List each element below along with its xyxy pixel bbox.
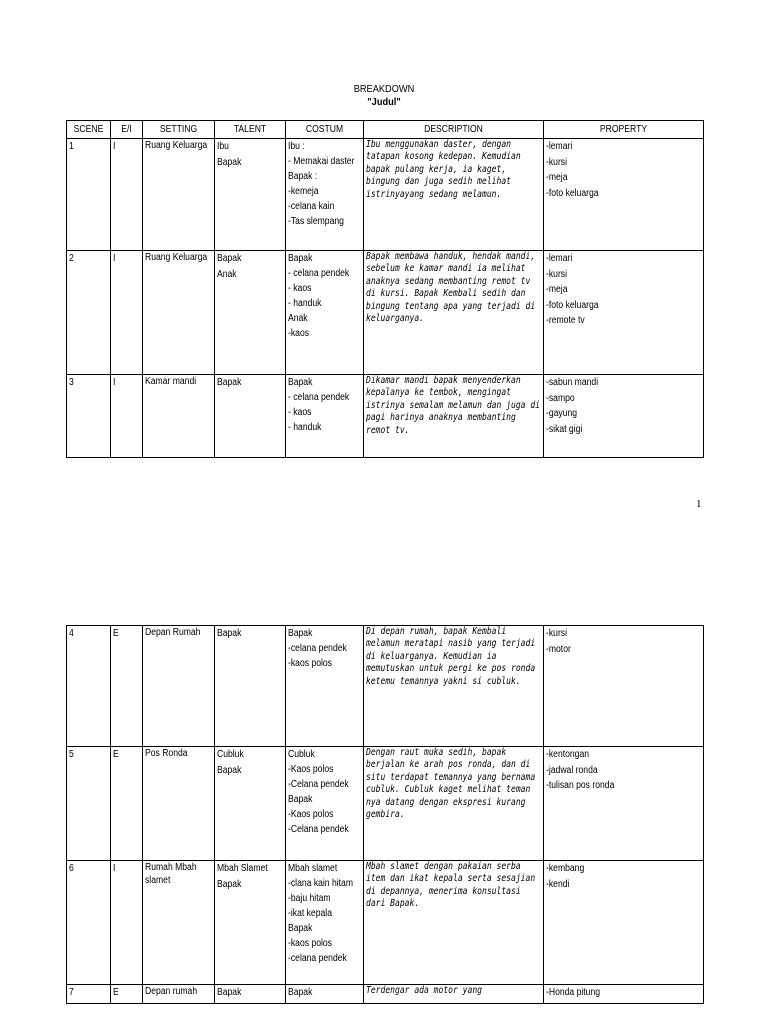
cell-costum: Ibu : - Memakai daster Bapak : -kemeja -celana kain -Tas slempang <box>286 139 364 251</box>
cell-property: -kembang -kendi <box>544 861 704 985</box>
cell-scene: 7 <box>67 985 111 1004</box>
cell-scene: 6 <box>67 861 111 985</box>
cell-talent: Bapak <box>215 375 286 458</box>
cell-scene: 5 <box>67 747 111 861</box>
cell-description: Bapak membawa handuk, hendak mandi, sebelum ke kamar mandi ia melihat anaknya sedang membanting remot tv di kursi. Bapak Kembali sedih dan bingung tentang apa yang terjadi di keluarganya. <box>364 251 544 375</box>
cell-scene: 2 <box>67 251 111 375</box>
cell-talent: Cubluk Bapak <box>215 747 286 861</box>
table-row <box>67 375 704 458</box>
cell-costum: Bapak <box>286 985 364 1004</box>
cell-setting: Depan rumah <box>143 985 215 1004</box>
header-property: PROPERTY <box>544 121 704 139</box>
table-header-row <box>67 121 704 139</box>
page-number: 1 <box>696 498 702 510</box>
cell-description: Terdengar ada motor yang <box>364 985 544 1004</box>
cell-ei: E <box>111 747 143 861</box>
document-title: BREAKDOWN <box>353 83 415 95</box>
cell-property: -kentongan -jadwal ronda -tulisan pos ronda <box>544 747 704 861</box>
cell-ei: I <box>111 375 143 458</box>
document-subtitle: "Judul" <box>367 96 401 108</box>
cell-property: -lemari -kursi -meja -foto keluarga <box>544 139 704 251</box>
cell-ei: E <box>111 985 143 1004</box>
breakdown-table-page-2 <box>66 625 704 1004</box>
cell-property: -Honda pitung <box>544 985 704 1004</box>
header-scene: SCENE <box>67 121 111 139</box>
table-row <box>67 626 704 747</box>
cell-description: Mbah slamet dengan pakaian serba item dan ikat kepala serta sesajian di depannya, menerima konsultasi dari Bapak. <box>364 861 544 985</box>
cell-setting: Kamar mandi <box>143 375 215 458</box>
header-description: DESCRIPTION <box>364 121 544 139</box>
cell-description: Ibu menggunakan daster, dengan tatapan kosong kedepan. Kemudian bapak pulang kerja, ia kaget, bingung dan juga sedih melihat istrinyayang sedang melamun. <box>364 139 544 251</box>
table-row <box>67 747 704 861</box>
cell-property: -kursi -motor <box>544 626 704 747</box>
cell-setting: Depan Rumah <box>143 626 215 747</box>
table-row <box>67 985 704 1004</box>
cell-costum: Bapak -celana pendek -kaos polos <box>286 626 364 747</box>
cell-ei: I <box>111 251 143 375</box>
breakdown-table-page-1 <box>66 120 704 458</box>
cell-costum: Mbah slamet -clana kain hitam -baju hitam -ikat kepala Bapak -kaos polos -celana pendek <box>286 861 364 985</box>
cell-costum: Bapak - celana pendek - kaos - handuk <box>286 375 364 458</box>
header-ei: E/I <box>111 121 143 139</box>
cell-description: Dikamar mandi bapak menyenderkan kepalanya ke tembok, mengingat istrinya semalam melamun dan juga di pagi harinya anaknya membanting remot tv. <box>364 375 544 458</box>
cell-scene: 1 <box>67 139 111 251</box>
table-row <box>67 861 704 985</box>
cell-talent: Bapak <box>215 985 286 1004</box>
header-setting: SETTING <box>143 121 215 139</box>
cell-property: -sabun mandi -sampo -gayung -sikat gigi <box>544 375 704 458</box>
cell-costum: Bapak - celana pendek - kaos - handuk Anak -kaos <box>286 251 364 375</box>
table-row <box>67 139 704 251</box>
cell-description: Dengan raut muka sedih, bapak berjalan ke arah pos ronda, dan di situ terdapat temannya yang bernama cubluk. Cubluk kaget melihat teman nya datang dengan ekspresi kurang gembira. <box>364 747 544 861</box>
cell-setting: Ruang Keluarga <box>143 139 215 251</box>
cell-setting: Rumah Mbah slamet <box>143 861 215 985</box>
cell-property: -lemari -kursi -meja -foto keluarga -remote tv <box>544 251 704 375</box>
cell-ei: I <box>111 861 143 985</box>
cell-talent: Bapak Anak <box>215 251 286 375</box>
cell-setting: Pos Ronda <box>143 747 215 861</box>
cell-ei: E <box>111 626 143 747</box>
header-costum: COSTUM <box>286 121 364 139</box>
cell-description: Di depan rumah, bapak Kembali melamun meratapi nasib yang terjadi di keluarganya. Kemudian ia memutuskan untuk pergi ke pos ronda ketemu temannya yakni si cubluk. <box>364 626 544 747</box>
cell-costum: Cubluk -Kaos polos -Celana pendek Bapak -Kaos polos -Celana pendek <box>286 747 364 861</box>
cell-setting: Ruang Keluarga <box>143 251 215 375</box>
header-talent: TALENT <box>215 121 286 139</box>
table-row <box>67 251 704 375</box>
cell-talent: Mbah Slamet Bapak <box>215 861 286 985</box>
cell-scene: 3 <box>67 375 111 458</box>
cell-talent: Bapak <box>215 626 286 747</box>
cell-ei: I <box>111 139 143 251</box>
cell-talent: Ibu Bapak <box>215 139 286 251</box>
cell-scene: 4 <box>67 626 111 747</box>
